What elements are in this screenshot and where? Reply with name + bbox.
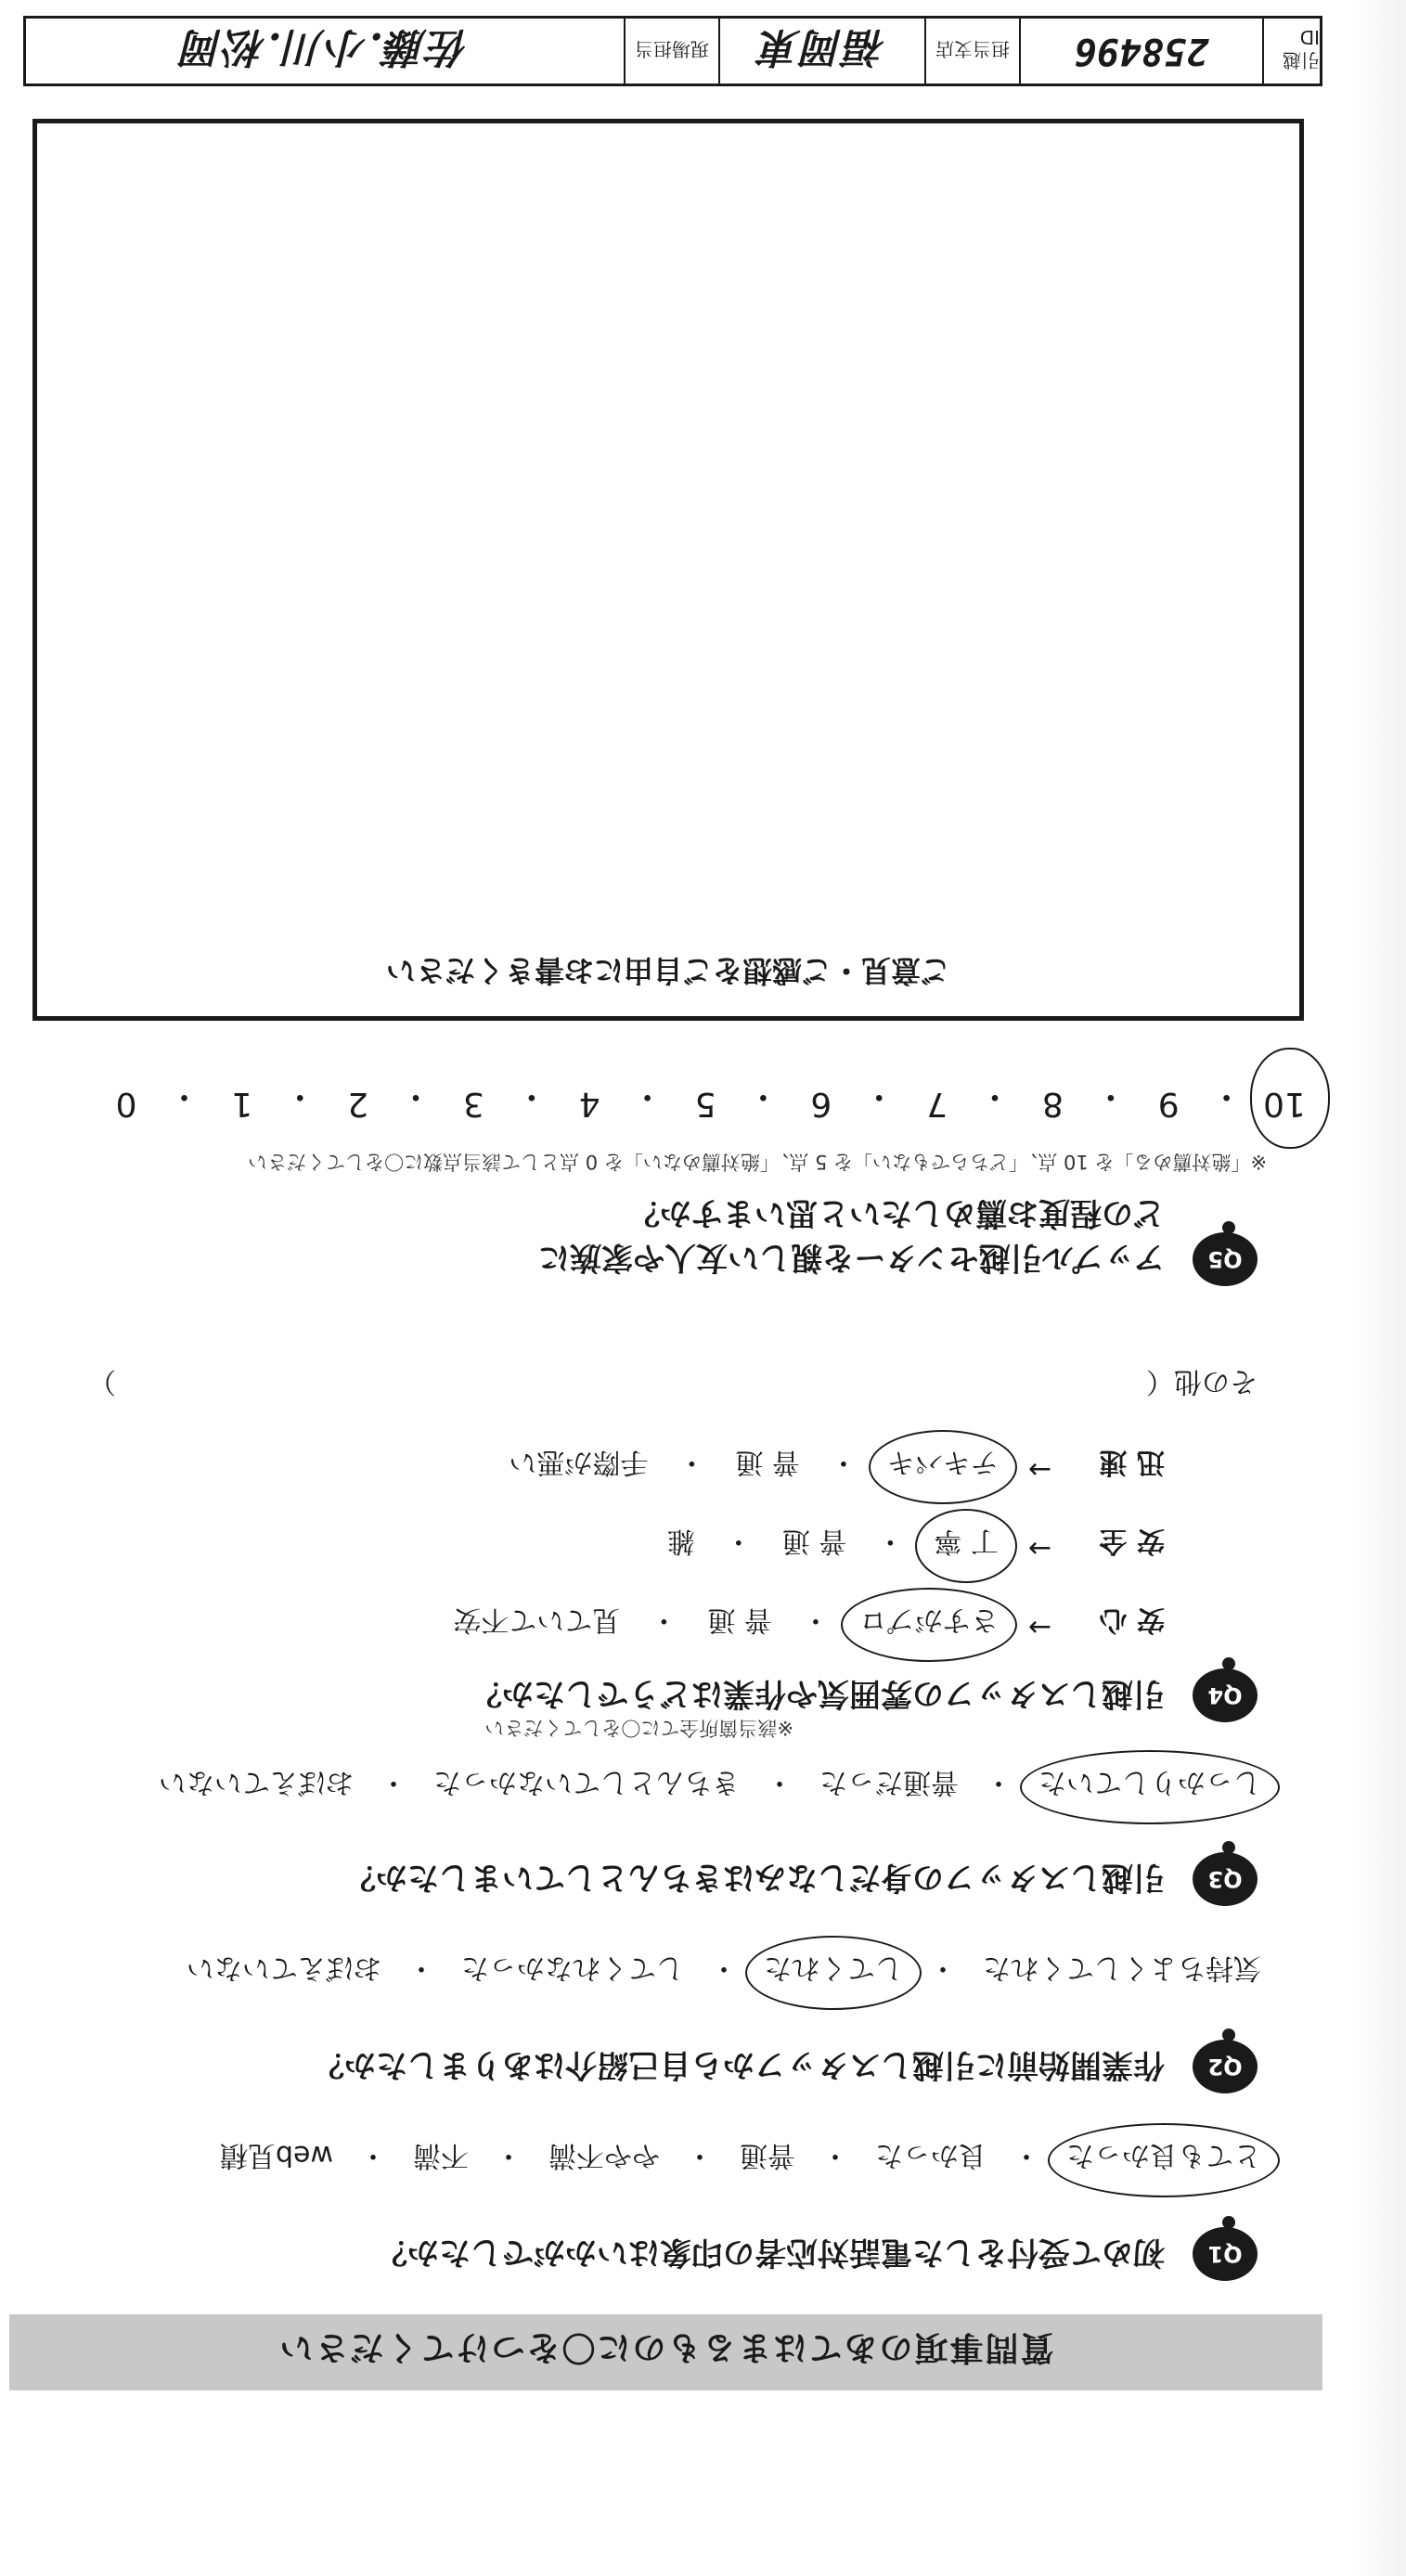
q4-row-jinsoku: 迅 速 → テキパキ ・ 普 通 ・ 手際が悪い <box>503 1445 1165 1486</box>
id-table <box>23 16 1322 86</box>
q5-text-line2: どの程度お薦めしたいと思いますか？ <box>628 1194 1165 1231</box>
instruction-text: 質問事項のあてはまるものに〇をつけてください <box>277 2328 1054 2366</box>
q4-row-label: 安 心 <box>1099 1604 1165 1636</box>
id-value: 258496 <box>1021 19 1264 84</box>
arrow-icon: → <box>1027 1453 1051 1486</box>
q5-text-line1: アップル引越センターを親しい友人や家族に <box>538 1239 1165 1276</box>
q4-row1-option-3[interactable]: 見ていて不安 <box>453 1604 621 1636</box>
q4-other-field[interactable] <box>140 1364 1122 1405</box>
scale-4[interactable]: 4 <box>578 1085 600 1123</box>
q1-option-1[interactable]: とても良かった <box>1061 2138 1267 2179</box>
scale-5[interactable]: 5 <box>694 1085 716 1123</box>
q4-row3-option-1[interactable]: テキパキ <box>882 1445 1004 1486</box>
q1-option-4[interactable]: やや不満 <box>548 2139 660 2171</box>
q3-option-1[interactable]: しっかりしていた <box>1033 1765 1267 1806</box>
q2-badge: Q2 <box>1193 2040 1258 2093</box>
paper-edge <box>1306 0 1406 2576</box>
question-q3 <box>37 1850 1258 1906</box>
scale-2[interactable]: 2 <box>347 1085 369 1123</box>
scale-1[interactable]: 1 <box>231 1085 253 1123</box>
q1-option-6[interactable]: web見積 <box>219 2139 333 2171</box>
q4-row1-option-2[interactable]: 普 通 <box>707 1604 772 1636</box>
question-q2 <box>37 2038 1258 2093</box>
q2-option-2[interactable]: してくれた <box>758 1951 909 1991</box>
question-q4 <box>37 1667 1258 1722</box>
scale-8[interactable]: 8 <box>1041 1085 1064 1123</box>
id-label: 引越 ID <box>1283 26 1320 72</box>
q4-other-close: ） <box>88 1365 116 1397</box>
q1-text: 初めて受付をした電話対応者の印象はいかがでしたか？ <box>376 2234 1165 2271</box>
q1-option-5[interactable]: 不満 <box>413 2139 469 2171</box>
branch-value: 福岡東 <box>720 19 926 84</box>
q4-other-label: その他（ <box>1146 1365 1258 1397</box>
q3-option-3[interactable]: きちんとしていなかった <box>433 1766 740 1798</box>
q3-options: しっかりしていた ・ 普通だった ・ きちんとしていなかった ・ おぼえていない <box>28 1765 1267 1806</box>
q4-row-anshin: 安 心 → さすがプロ ・ 普 通 ・ 見ていて不安 <box>447 1603 1165 1643</box>
q1-badge: Q1 <box>1193 2227 1258 2281</box>
q4-row3-option-3[interactable]: 手際が悪い <box>509 1446 649 1478</box>
comment-box[interactable] <box>32 119 1304 1021</box>
q4-row-label: 迅 速 <box>1099 1446 1165 1478</box>
branch-label: 担当支店 <box>926 19 1021 84</box>
q4-row2-option-2[interactable]: 普 通 <box>781 1525 847 1557</box>
arrow-icon: → <box>1027 1532 1051 1565</box>
q4-other-row <box>88 1364 1258 1405</box>
q2-option-1[interactable]: 気持ちよくしてくれた <box>983 1951 1261 1984</box>
q4-row1-option-1[interactable]: さすがプロ <box>854 1603 1004 1643</box>
q3-option-2[interactable]: 普通だった <box>819 1766 959 1798</box>
staff-value: 佐藤.小川.松岡 <box>26 19 626 84</box>
scale-7[interactable]: 7 <box>926 1085 948 1123</box>
q5-note: ※「絶対薦める」を 10 点、「どちらでもない」を 5 点、「絶対薦めない」を 0 点として該当点数に〇をしてください <box>248 1151 1267 1173</box>
q4-row2-option-3[interactable]: 雑 <box>666 1525 695 1557</box>
q3-badge: Q3 <box>1193 1852 1258 1906</box>
q1-option-2[interactable]: 良かった <box>875 2139 987 2171</box>
scale-9[interactable]: 9 <box>1157 1085 1180 1123</box>
scale-0[interactable]: 0 <box>115 1085 137 1123</box>
q2-text: 作業開始前に引越しスタッフから自己紹介はありましたか？ <box>313 2046 1165 2083</box>
instruction-band <box>9 2314 1322 2390</box>
q5-scale: 10 ・ 9 ・ 8 ・ 7 ・ 6 ・ 5 ・ 4 ・ 3 ・ 2 ・ 1 ・ 0 <box>97 1075 1313 1123</box>
q4-text: 引越しスタッフの雰囲気や作業はどうでしたか？ <box>471 1675 1165 1712</box>
q4-row-anzen: 安 全 → 丁 寧 ・ 普 通 ・ 雑 <box>662 1524 1165 1565</box>
q4-row3-option-2[interactable]: 普 通 <box>735 1446 800 1478</box>
scale-6[interactable]: 6 <box>810 1085 832 1123</box>
q1-option-3[interactable]: 普通 <box>740 2139 795 2171</box>
scale-3[interactable]: 3 <box>462 1085 484 1123</box>
q4-note: ※該当箇所全てに〇をしてください <box>484 1717 793 1739</box>
question-q1 <box>37 2225 1258 2281</box>
q3-text: 引越しスタッフの身だしなみはきちんとしていましたか？ <box>344 1859 1165 1896</box>
q2-options: 気持ちよくしてくれた ・ してくれた ・ してくれなかった ・ おぼえていない <box>28 1951 1267 1991</box>
scale-10[interactable]: 10 <box>1256 1075 1313 1123</box>
q5-badge: Q5 <box>1193 1232 1258 1286</box>
arrow-icon: → <box>1027 1611 1051 1643</box>
comment-box-title: ご意見・ご感想をご自由にお書きください <box>386 953 951 988</box>
q1-options: とても良かった ・ 良かった ・ 普通 ・ やや不満 ・ 不満 ・ web見積 <box>28 2138 1267 2179</box>
q2-option-3[interactable]: してくれなかった <box>461 1951 684 1984</box>
q4-row2-option-1[interactable]: 丁 寧 <box>928 1524 1004 1565</box>
q4-row-label: 安 全 <box>1099 1525 1165 1557</box>
question-q5 <box>37 1193 1258 1286</box>
q4-badge: Q4 <box>1193 1668 1258 1722</box>
q2-option-4[interactable]: おぼえていない <box>187 1951 381 1984</box>
q3-option-4[interactable]: おぼえていない <box>159 1766 354 1798</box>
staff-label: 現場担当 <box>626 19 720 84</box>
